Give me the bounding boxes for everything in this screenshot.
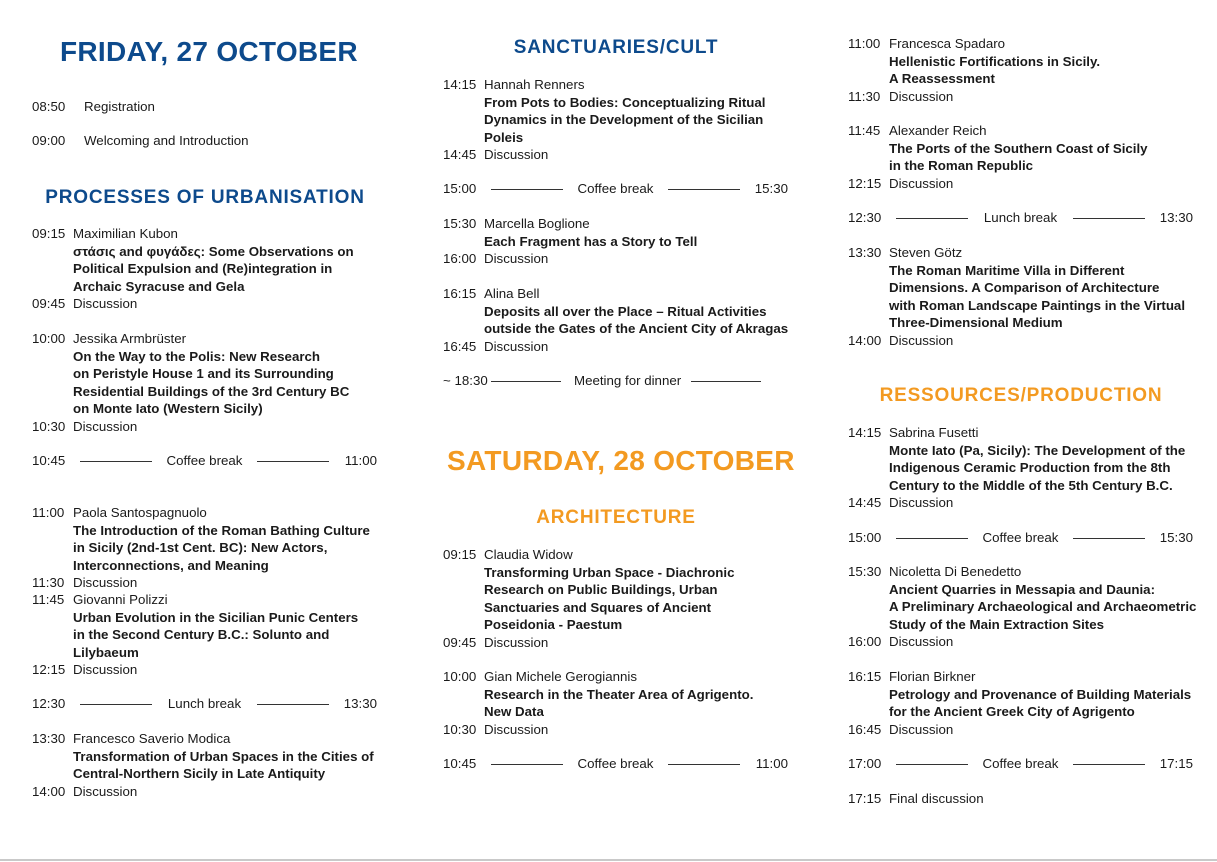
talk-title-line: Research in the Theater Area of Agrigento.: [484, 686, 754, 702]
break-label: Coffee break: [577, 181, 654, 196]
speaker-name: Steven Götz: [889, 245, 963, 260]
break-rule-left: [80, 704, 152, 705]
break-start-time: 15:00: [443, 181, 477, 196]
time: 09:00: [32, 133, 66, 148]
welcome-row: [32, 132, 249, 150]
break-label: Lunch break: [167, 696, 242, 711]
discussion-time: 14:00: [848, 332, 882, 348]
talk-title-line: A Reassessment: [889, 71, 995, 86]
discussion-label: Discussion: [484, 147, 549, 162]
break-rule-right: [1073, 764, 1145, 765]
talk-title-line: Dynamics in the Development of the Sicilian: [484, 112, 764, 127]
talk-title-line: From Pots to Bodies: Conceptualizing Ritual: [484, 94, 766, 110]
break-end-time: 11:00: [755, 756, 788, 771]
talk-time: 11:00: [848, 36, 881, 51]
discussion-label: Discussion: [484, 338, 549, 354]
talk-title-line: in Sicily (2nd-1st Cent. BC): New Actors,: [73, 540, 328, 555]
break-label: Lunch break: [983, 210, 1058, 225]
friday-heading: FRIDAY, 27 OCTOBER: [60, 36, 358, 67]
break-label: Coffee break: [982, 530, 1059, 545]
section-resources: RESSOURCES/PRODUCTION: [879, 385, 1163, 406]
break-rule-left: [896, 218, 968, 219]
discussion-time: 14:00: [32, 783, 66, 799]
speaker-name: Sabrina Fusetti: [889, 425, 979, 440]
talk-title-line: A Preliminary Archaeological and Archaeometric: [889, 599, 1197, 614]
speaker-name: Florian Birkner: [889, 669, 976, 684]
dinner-time: ~ 18:30: [443, 373, 488, 388]
talk-title-line: The Roman Maritime Villa in Different: [889, 262, 1125, 278]
talk-time: 14:15: [443, 77, 477, 92]
discussion-label: Discussion: [889, 88, 954, 104]
break-label: Coffee break: [577, 756, 654, 771]
talk-title-line: Deposits all over the Place – Ritual Activities: [484, 303, 767, 319]
break-rule-left: [491, 189, 563, 190]
talk-title-line: Research on Public Buildings, Urban: [484, 582, 718, 597]
talk-title-line: Poleis: [484, 129, 524, 145]
talk-title-line: in the Roman Republic: [889, 158, 1034, 173]
registration-row: [32, 98, 155, 116]
talk-title-line: Hellenistic Fortifications in Sicily.: [889, 53, 1101, 69]
talk-time: 15:30: [848, 564, 882, 579]
bottom-divider: [0, 859, 1217, 861]
break-rule-left: [80, 461, 152, 462]
talk-time: 09:15: [443, 547, 477, 562]
discussion-time: 16:45: [848, 721, 882, 737]
talk-time: 13:30: [32, 731, 66, 746]
break-rule-right: [668, 764, 740, 765]
discussion-label: Discussion: [73, 418, 138, 434]
discussion-time: 14:45: [848, 495, 882, 510]
talk-title-line: Poseidonia - Paestum: [484, 617, 623, 632]
break-start-time: 10:45: [32, 453, 66, 468]
discussion-label: Discussion: [484, 721, 549, 737]
discussion-time: 10:30: [443, 721, 477, 737]
speaker-name: Jessika Armbrüster: [73, 331, 187, 346]
talk-title-line: Ancient Quarries in Messapia and Daunia:: [889, 581, 1156, 597]
speaker-name: Marcella Boglione: [484, 216, 590, 231]
discussion-label: Discussion: [889, 175, 954, 191]
talk-time: 11:00: [32, 505, 65, 520]
break-start-time: 17:00: [848, 756, 882, 771]
talk-title-line: with Roman Landscape Paintings in the Virtual: [889, 297, 1186, 313]
talk-title-line: for the Ancient Greek City of Agrigento: [889, 704, 1135, 719]
label: Final discussion: [889, 791, 984, 806]
talk-title-line: Interconnections, and Meaning: [73, 557, 269, 573]
discussion-label: Discussion: [73, 662, 138, 677]
discussion-time: 12:15: [32, 662, 66, 677]
break-label: Coffee break: [982, 756, 1059, 771]
final-discussion-row: [848, 790, 984, 808]
speaker-name: Giovanni Polizzi: [73, 592, 168, 607]
discussion-time: 10:30: [32, 418, 66, 434]
discussion-time: 09:45: [443, 634, 477, 650]
discussion-time: 11:30: [32, 575, 65, 590]
break-start-time: 15:00: [848, 530, 882, 545]
talk-title-line: Three-Dimensional Medium: [889, 315, 1063, 330]
speaker-name: Claudia Widow: [484, 547, 573, 562]
talk-time: 15:30: [443, 216, 477, 231]
break-rule-right: [1073, 218, 1145, 219]
talk-title-line: Sanctuaries and Squares of Ancient: [484, 599, 712, 615]
talk-title-line: New Data: [484, 704, 544, 719]
dinner-label: Meeting for dinner: [574, 373, 682, 388]
time: 17:15: [848, 791, 882, 806]
time: 08:50: [32, 99, 66, 114]
talk-title-line: Urban Evolution in the Sicilian Punic Centers: [73, 609, 359, 625]
discussion-label: Discussion: [484, 634, 549, 650]
break-start-time: 12:30: [32, 696, 66, 711]
section-architecture: ARCHITECTURE: [536, 507, 696, 528]
discussion-time: 14:45: [443, 147, 477, 162]
discussion-label: Discussion: [73, 575, 138, 590]
talk-title-line: Archaic Syracuse and Gela: [73, 278, 245, 294]
talk-title-line: Study of the Main Extraction Sites: [889, 616, 1104, 632]
talk-time: 09:15: [32, 226, 66, 241]
dinner-row: [443, 372, 488, 390]
discussion-time: 16:00: [848, 634, 882, 649]
dinner-rule-left: [491, 381, 561, 382]
speaker-name: Alexander Reich: [889, 123, 987, 138]
discussion-time: 16:00: [443, 251, 477, 266]
break-rule-left: [491, 764, 563, 765]
speaker-name: Francesca Spadaro: [889, 36, 1006, 51]
break-start-time: 10:45: [443, 756, 477, 771]
break-end-time: 11:00: [344, 453, 377, 468]
talk-title-line: στάσις and φυγάδες: Some Observations on: [73, 243, 354, 259]
talk-time: 16:15: [443, 286, 477, 301]
talk-time: 14:15: [848, 425, 882, 440]
discussion-label: Discussion: [889, 495, 954, 510]
talk-time: 10:00: [32, 331, 66, 346]
break-rule-left: [896, 538, 968, 539]
talk-title-line: The Introduction of the Roman Bathing Culture: [73, 522, 370, 538]
talk-time: 11:45: [848, 123, 881, 138]
talk-title-line: Indigenous Ceramic Production from the 8th: [889, 460, 1171, 475]
break-end-time: 17:15: [1159, 756, 1193, 771]
talk-time: 11:45: [32, 592, 65, 607]
talk-title-line: Century to the Middle of the 5th Century B.C.: [889, 477, 1173, 493]
talk-title-line: Transformation of Urban Spaces in the Cities of: [73, 748, 374, 764]
discussion-time: 12:15: [848, 175, 882, 191]
speaker-name: Alina Bell: [484, 286, 540, 301]
talk-title-line: On the Way to the Polis: New Research: [73, 348, 321, 364]
talk-title-line: Each Fragment has a Story to Tell: [484, 233, 698, 249]
break-end-time: 13:30: [1159, 210, 1193, 225]
talk-time: 16:15: [848, 669, 882, 684]
talk-title-line: Political Expulsion and (Re)integration in: [73, 261, 333, 276]
discussion-label: Discussion: [73, 296, 138, 311]
talk-title-line: on Monte Iato (Western Sicily): [73, 401, 263, 416]
discussion-label: Discussion: [484, 251, 549, 266]
talk-title-line: in the Second Century B.C.: Solunto and: [73, 627, 330, 642]
section-sanctuaries: SANCTUARIES/CULT: [513, 37, 719, 58]
talk-time: 13:30: [848, 245, 882, 260]
break-rule-right: [668, 189, 740, 190]
discussion-time: 11:30: [848, 88, 881, 104]
break-end-time: 13:30: [343, 696, 377, 711]
speaker-name: Paola Santospagnuolo: [73, 505, 207, 520]
discussion-label: Discussion: [889, 634, 954, 649]
break-start-time: 12:30: [848, 210, 882, 225]
saturday-heading: SATURDAY, 28 OCTOBER: [447, 445, 795, 476]
talk-title-line: Central-Northern Sicily in Late Antiquity: [73, 766, 326, 781]
discussion-label: Discussion: [889, 721, 954, 737]
break-rule-left: [896, 764, 968, 765]
discussion-label: Discussion: [889, 332, 954, 348]
discussion-label: Discussion: [73, 783, 138, 799]
label: Registration: [84, 99, 155, 114]
speaker-name: Maximilian Kubon: [73, 226, 178, 241]
talk-title-line: Lilybaeum: [73, 644, 139, 660]
break-end-time: 15:30: [1159, 530, 1193, 545]
talk-title-line: Dimensions. A Comparison of Architecture: [889, 280, 1160, 295]
talk-title-line: outside the Gates of the Ancient City of Akragas: [484, 321, 789, 336]
discussion-time: 09:45: [32, 296, 66, 311]
speaker-name: Francesco Saverio Modica: [73, 731, 231, 746]
break-rule-right: [257, 461, 329, 462]
speaker-name: Hannah Renners: [484, 77, 585, 92]
break-end-time: 15:30: [754, 181, 788, 196]
talk-title-line: Residential Buildings of the 3rd Century BC: [73, 383, 350, 399]
break-rule-right: [1073, 538, 1145, 539]
dinner-rule-right: [691, 381, 761, 382]
break-rule-right: [257, 704, 329, 705]
talk-title-line: Transforming Urban Space - Diachronic: [484, 564, 735, 580]
talk-title-line: Monte Iato (Pa, Sicily): The Development of the: [889, 442, 1186, 458]
talk-title-line: The Ports of the Southern Coast of Sicily: [889, 140, 1148, 156]
talk-title-line: on Peristyle House 1 and its Surrounding: [73, 366, 334, 381]
break-label: Coffee break: [166, 453, 243, 468]
speaker-name: Nicoletta Di Benedetto: [889, 564, 1022, 579]
talk-time: 10:00: [443, 669, 477, 684]
label: Welcoming and Introduction: [84, 133, 249, 148]
talk-title-line: Petrology and Provenance of Building Materials: [889, 686, 1192, 702]
discussion-time: 16:45: [443, 338, 477, 354]
speaker-name: Gian Michele Gerogiannis: [484, 669, 637, 684]
section-urbanisation: PROCESSES OF URBANISATION: [45, 187, 365, 208]
